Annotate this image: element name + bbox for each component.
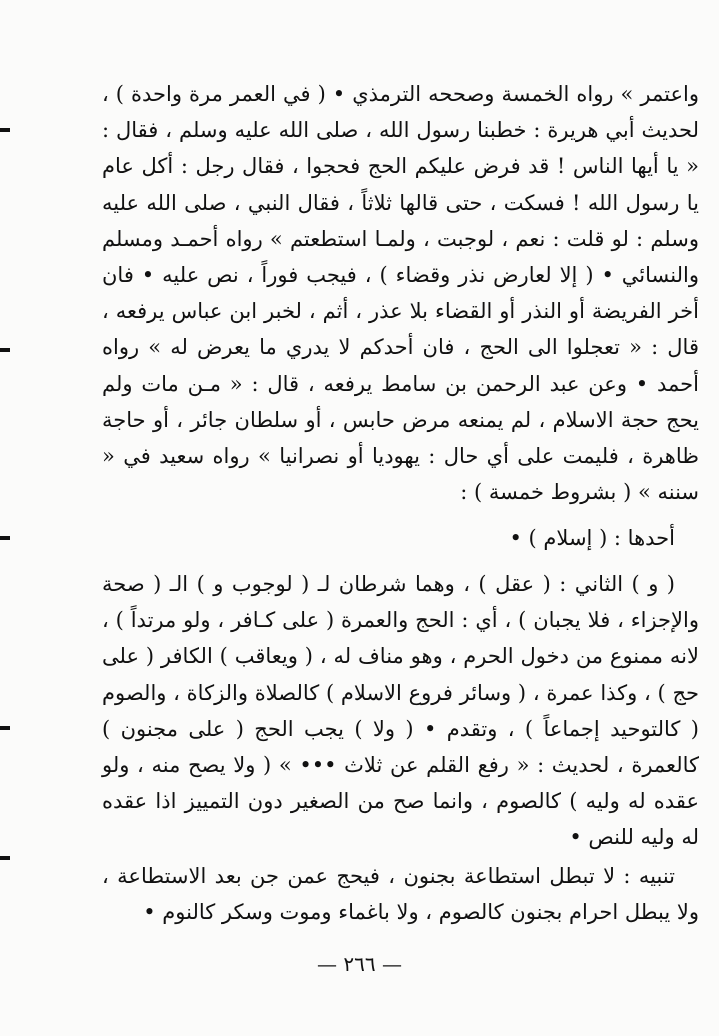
page-number: — ٢٦٦ — <box>317 952 402 976</box>
paragraph-text: أحدها : ( إسلام ) • <box>509 526 675 550</box>
paragraph-text: تنبيه : لا تبطل استطاعة بجنون ، فيحج عمن جن بعد الاستطاعة ، ولا يبطل احرام بجنون كالصوم ، ولا باغماء وموت وسكر كالنوم • <box>102 864 699 925</box>
paragraph-hadith <box>102 76 699 510</box>
paragraph-second-condition <box>102 566 699 856</box>
margin-mark <box>0 856 10 860</box>
margin-mark <box>0 128 10 132</box>
paragraph-first-condition <box>102 520 699 556</box>
paragraph-text: ( و ) الثاني : ( عقل ) ، وهما شرطان لـ ( لوجوب و ) الـ ( صحة والإجزاء ، فلا يجبان ) ، أي : الحج والعمرة ( على كـافر ، ولو مرتداً ) ، لانه ممنوع من دخول الحرم ، وهو مناف له ، ( ويعاقب ) الكافر ( على حج ) ، وكذا عمرة ، ( وسائر فروع الاسلام ) كالصلاة والزكاة ، والصوم ( كالتوحيد إجماعاً ) ، وتقدم • ( ولا ) يجب الحج ( على مجنون ) كالعمرة ، لحديث : « رفع القلم عن ثلاث ••• » ( ولا يصح منه ، ولو عقده له وليه ) كالصوم ، وانما صح من الصغير دون التمييز اذا عقده له وليه للنص • <box>102 572 699 850</box>
margin-mark <box>0 348 10 352</box>
paragraph-note <box>102 858 699 930</box>
paragraph-text: واعتمر » رواه الخمسة وصححه الترمذي • ( في العمر مرة واحدة ) ، لحديث أبي هريرة : خطبنا رسول الله ، صلى الله عليه وسلم ، فقال : « يا أيها الناس ! قد فرض عليكم الحج فحجوا ، فقال رجل : أكل عام يا رسول الله ! فسكت ، حتى قالها ثلاثاً ، فقال النبي ، صلى الله عليه وسلم : لو قلت : نعم ، لوجبت ، ولمـا استطعتم » رواه أحمـد ومسلم والنسائي • ( إلا لعارض نذر وقضاء ) ، فيجب فوراً ، نص عليه • فان أخر الفريضة أو النذر أو القضاء بلا عذر ، أثم ، لخبر ابن عباس يرفعه ، قال : « تعجلوا الى الحج ، فان أحدكم لا يدري ما يعرض له » رواه أحمد • وعن عبد الرحمن بن سامط يرفعه ، قال : « مـن مات ولم يحج حجة الاسلام ، لم يمنعه مرض حابس ، أو سلطان جائر ، أو حاجة ظاهرة ، فليمت على أي حال : يهوديا أو نصرانيا » رواه سعيد في « سننه » ( بشروط خمسة ) : <box>102 82 699 505</box>
margin-mark <box>0 726 10 730</box>
margin-mark <box>0 536 10 540</box>
